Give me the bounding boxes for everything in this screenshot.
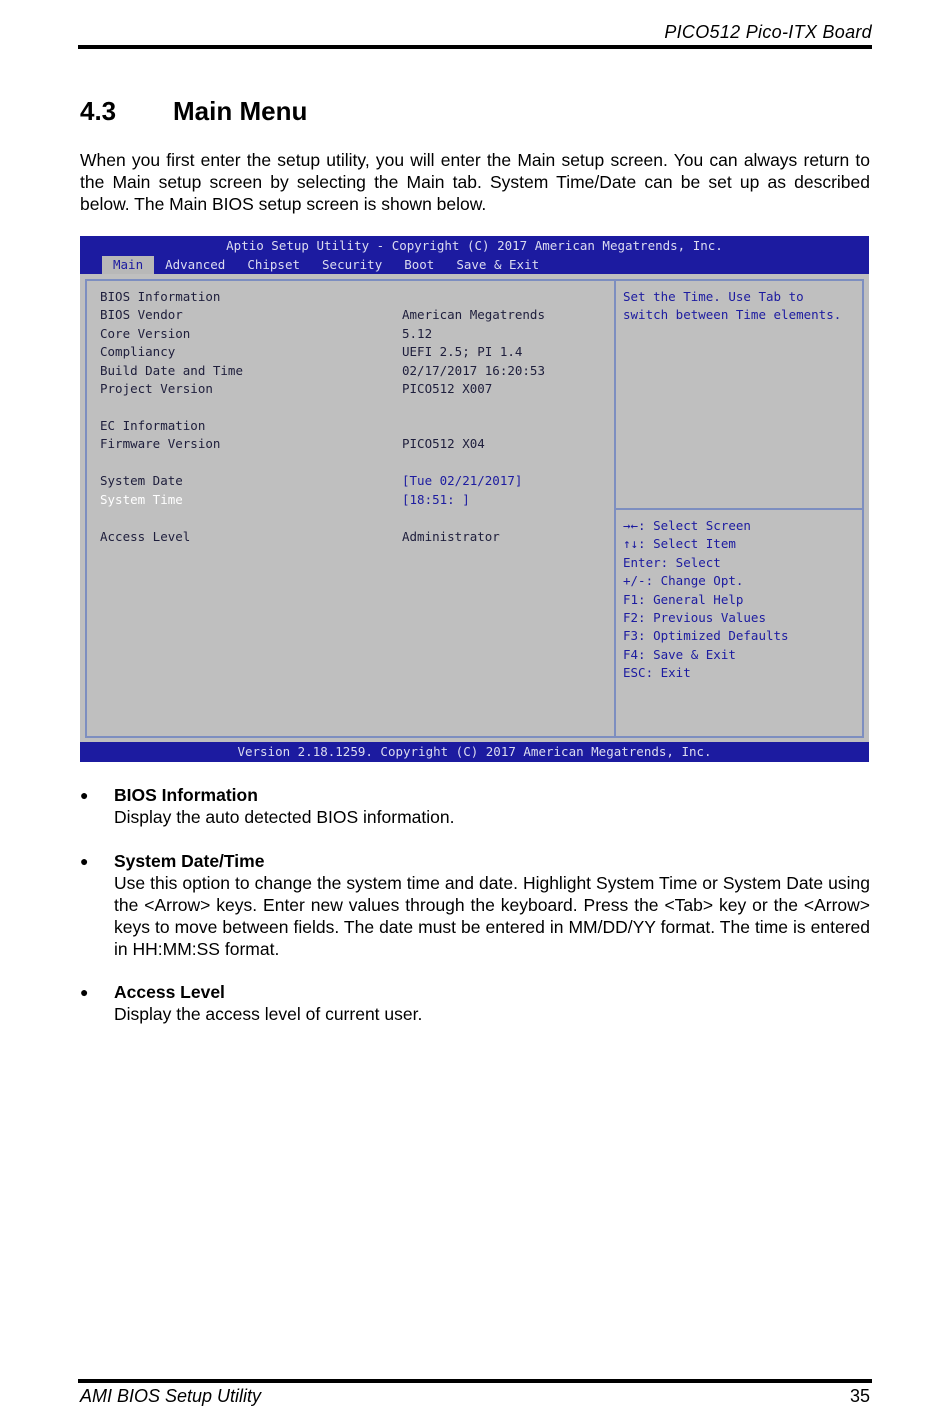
access-level-label: Access Level bbox=[100, 529, 191, 544]
bullet-dot-icon: ● bbox=[80, 853, 89, 869]
help-text-line: switch between Time elements. bbox=[623, 307, 842, 322]
bullet-dot-icon: ● bbox=[80, 787, 89, 803]
core-version-label: Core Version bbox=[100, 326, 191, 341]
page-header bbox=[78, 22, 872, 48]
bios-tab-advanced[interactable]: Advanced bbox=[165, 257, 226, 272]
build-date-value: 02/17/2017 16:20:53 bbox=[402, 363, 545, 378]
key-select-screen: →←: Select Screen bbox=[623, 518, 751, 533]
bullet-access-level bbox=[80, 981, 870, 1025]
key-change-opt: +/-: Change Opt. bbox=[623, 573, 744, 588]
key-select-item: ↑↓: Select Item bbox=[623, 536, 736, 551]
bios-tab-boot[interactable]: Boot bbox=[404, 257, 435, 272]
bios-tab-chipset[interactable]: Chipset bbox=[247, 257, 301, 272]
system-time-field[interactable]: [18:51: ] bbox=[402, 492, 470, 507]
bullet-title: System Date/Time bbox=[114, 851, 265, 871]
bios-title: Aptio Setup Utility - Copyright (C) 2017 American Megatrends, Inc. bbox=[226, 238, 723, 253]
system-time-label[interactable]: System Time bbox=[100, 492, 183, 507]
bios-vendor-value: American Megatrends bbox=[402, 307, 545, 322]
bullet-dot-icon: ● bbox=[80, 984, 89, 1000]
bios-info-heading: BIOS Information bbox=[100, 289, 221, 304]
footer-rule bbox=[78, 1379, 872, 1383]
key-enter-select: Enter: Select bbox=[623, 555, 721, 570]
footer-chapter-title: AMI BIOS Setup Utility bbox=[80, 1386, 262, 1406]
page-number: 35 bbox=[849, 1386, 870, 1406]
core-version-value: 5.12 bbox=[402, 326, 433, 341]
page-footer bbox=[78, 1379, 872, 1409]
bios-top-bar bbox=[80, 236, 869, 274]
bullet-system-date-time bbox=[80, 850, 870, 960]
system-date-field[interactable]: [Tue 02/21/2017] bbox=[402, 473, 523, 488]
key-optimized-defaults: F3: Optimized Defaults bbox=[623, 628, 789, 643]
key-esc-exit: ESC: Exit bbox=[623, 665, 691, 680]
intro-paragraph: When you first enter the setup utility, you will enter the Main setup screen. You can always return to the Main setup screen by selecting the Main tab. System Time/Date can be set up as described below. The Main BIOS setup screen is shown below. bbox=[80, 150, 870, 214]
bios-version-bar: Version 2.18.1259. Copyright (C) 2017 American Megatrends, Inc. bbox=[80, 742, 869, 762]
bios-screenshot bbox=[80, 236, 869, 762]
access-level-value: Administrator bbox=[402, 529, 500, 544]
bios-tab-security[interactable]: Security bbox=[322, 257, 383, 272]
project-version-value: PICO512 X007 bbox=[402, 381, 493, 396]
system-date-label[interactable]: System Date bbox=[100, 473, 183, 488]
compliancy-label: Compliancy bbox=[100, 344, 176, 359]
bullet-text: Use this option to change the system time and date. Highlight System Time or System Date using the <Arrow> keys. Enter new values through the keyboard. Press the <Tab> key or the <Arrow> keys to move between fields. The date must be entered in MM/DD/YY format. The time is entered in HH:MM:SS format. bbox=[114, 873, 870, 959]
compliancy-value: UEFI 2.5; PI 1.4 bbox=[402, 344, 523, 359]
section-number: 4.3 bbox=[80, 96, 117, 126]
key-save-exit: F4: Save & Exit bbox=[623, 647, 736, 662]
bios-tab-main[interactable]: Main bbox=[102, 256, 154, 274]
build-date-label: Build Date and Time bbox=[100, 363, 243, 378]
section-title bbox=[80, 96, 307, 127]
firmware-version-label: Firmware Version bbox=[100, 436, 221, 451]
bios-tab-save-exit[interactable]: Save & Exit bbox=[456, 257, 540, 272]
help-text-line: Set the Time. Use Tab to bbox=[623, 289, 804, 304]
bullet-title: Access Level bbox=[114, 982, 225, 1002]
bullet-bios-information bbox=[80, 784, 870, 828]
bullet-text: Display the auto detected BIOS information. bbox=[114, 807, 455, 827]
ec-info-heading: EC Information bbox=[100, 418, 206, 433]
header-rule bbox=[78, 45, 872, 49]
bios-tab-bar bbox=[102, 256, 550, 274]
firmware-version-value: PICO512 X04 bbox=[402, 436, 485, 451]
header-product-name: PICO512 Pico-ITX Board bbox=[664, 22, 872, 42]
section-heading: Main Menu bbox=[173, 96, 308, 126]
project-version-label: Project Version bbox=[100, 381, 213, 396]
bullet-text: Display the access level of current user. bbox=[114, 1004, 423, 1024]
bios-vendor-label: BIOS Vendor bbox=[100, 307, 183, 322]
bullet-title: BIOS Information bbox=[114, 785, 258, 805]
key-previous-values: F2: Previous Values bbox=[623, 610, 766, 625]
key-general-help: F1: General Help bbox=[623, 592, 744, 607]
